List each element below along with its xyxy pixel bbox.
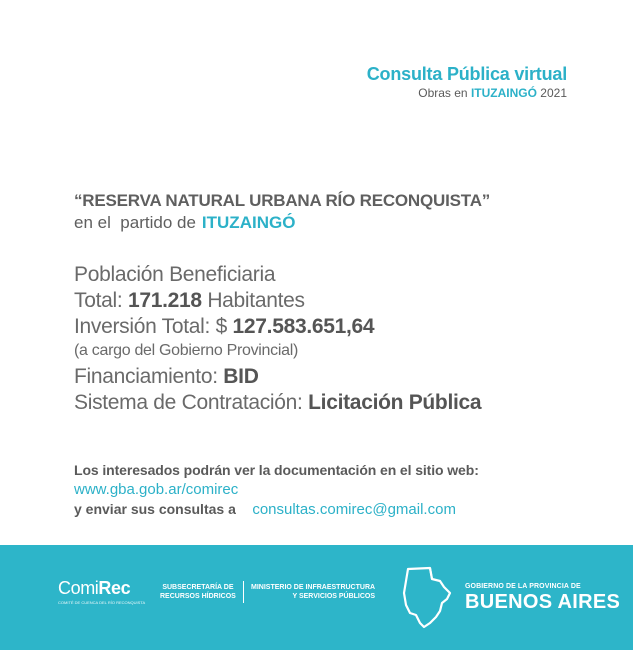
investment-line xyxy=(74,314,481,340)
total-unit: Habitantes xyxy=(207,289,305,312)
min-line-2: Y SERVICIOS PÚBLICOS xyxy=(292,593,376,600)
contracting-line xyxy=(74,390,481,416)
send-label: y enviar sus consultas a xyxy=(74,501,236,517)
min-line-1: MINISTERIO DE INFRAESTRUCTURA xyxy=(251,584,376,591)
comirec-prefix: Comi xyxy=(58,578,99,598)
province-logo-text xyxy=(465,583,620,614)
project-title: “RESERVA NATURAL URBANA RÍO RECONQUISTA” xyxy=(74,191,491,210)
comirec-logo xyxy=(58,578,145,605)
beneficiary-label: Población Beneficiaria xyxy=(74,263,276,286)
contact-block xyxy=(74,462,479,519)
total-line xyxy=(74,288,481,314)
comirec-name xyxy=(58,578,145,599)
total-label: Total: xyxy=(74,289,123,312)
contact-intro: Los interesados podrán ver la documentación en el sitio web: xyxy=(74,462,479,478)
sub-line-1: SUBSECRETARÍA DE xyxy=(162,584,234,591)
sub-line-2: RECURSOS HÍDRICOS xyxy=(160,593,236,600)
website-link[interactable]: www.gba.gob.ar/comirec xyxy=(74,481,239,498)
comirec-tagline: COMITÉ DE CUENCA DEL RÍO RECONQUISTA xyxy=(58,600,146,605)
total-value: 171.218 xyxy=(127,289,202,312)
email-link[interactable]: consultas.comirec@gmail.com xyxy=(252,501,456,518)
footer-divider xyxy=(243,581,244,603)
comirec-bold: Rec xyxy=(98,578,131,598)
financing-label: Financiamiento: xyxy=(74,365,218,388)
header-sub-prefix: Obras en xyxy=(418,86,468,100)
gov-line: GOBIERNO DE LA PROVINCIA DE xyxy=(465,583,581,590)
subsecretaria-label xyxy=(160,583,236,601)
contracting-label: Sistema de Contratación: xyxy=(74,391,303,414)
header xyxy=(367,64,567,100)
header-subtitle xyxy=(367,86,567,100)
info-block xyxy=(74,262,481,416)
project-district: ITUZAINGÓ xyxy=(201,213,296,232)
contracting-value: Licitación Pública xyxy=(308,391,482,414)
project-location xyxy=(74,213,490,233)
financing-value: BID xyxy=(223,365,259,388)
header-sub-year: 2021 xyxy=(540,86,567,100)
investment-label: Inversión Total: $ xyxy=(74,315,227,338)
province-name: BUENOS AIRES xyxy=(465,591,621,613)
investment-value: 127.583.651,64 xyxy=(232,315,375,338)
header-sub-highlight: ITUZAINGÓ xyxy=(470,86,537,100)
footer-bar xyxy=(0,545,633,650)
ministerio-label xyxy=(251,583,375,601)
send-row xyxy=(74,501,479,519)
project-location-prefix: en el partido de xyxy=(74,213,196,232)
province-map-icon xyxy=(400,565,452,629)
project-block xyxy=(74,191,490,233)
investment-note: (a cargo del Gobierno Provincial) xyxy=(74,342,298,359)
header-title: Consulta Pública virtual xyxy=(366,64,567,84)
financing-line xyxy=(74,364,481,390)
